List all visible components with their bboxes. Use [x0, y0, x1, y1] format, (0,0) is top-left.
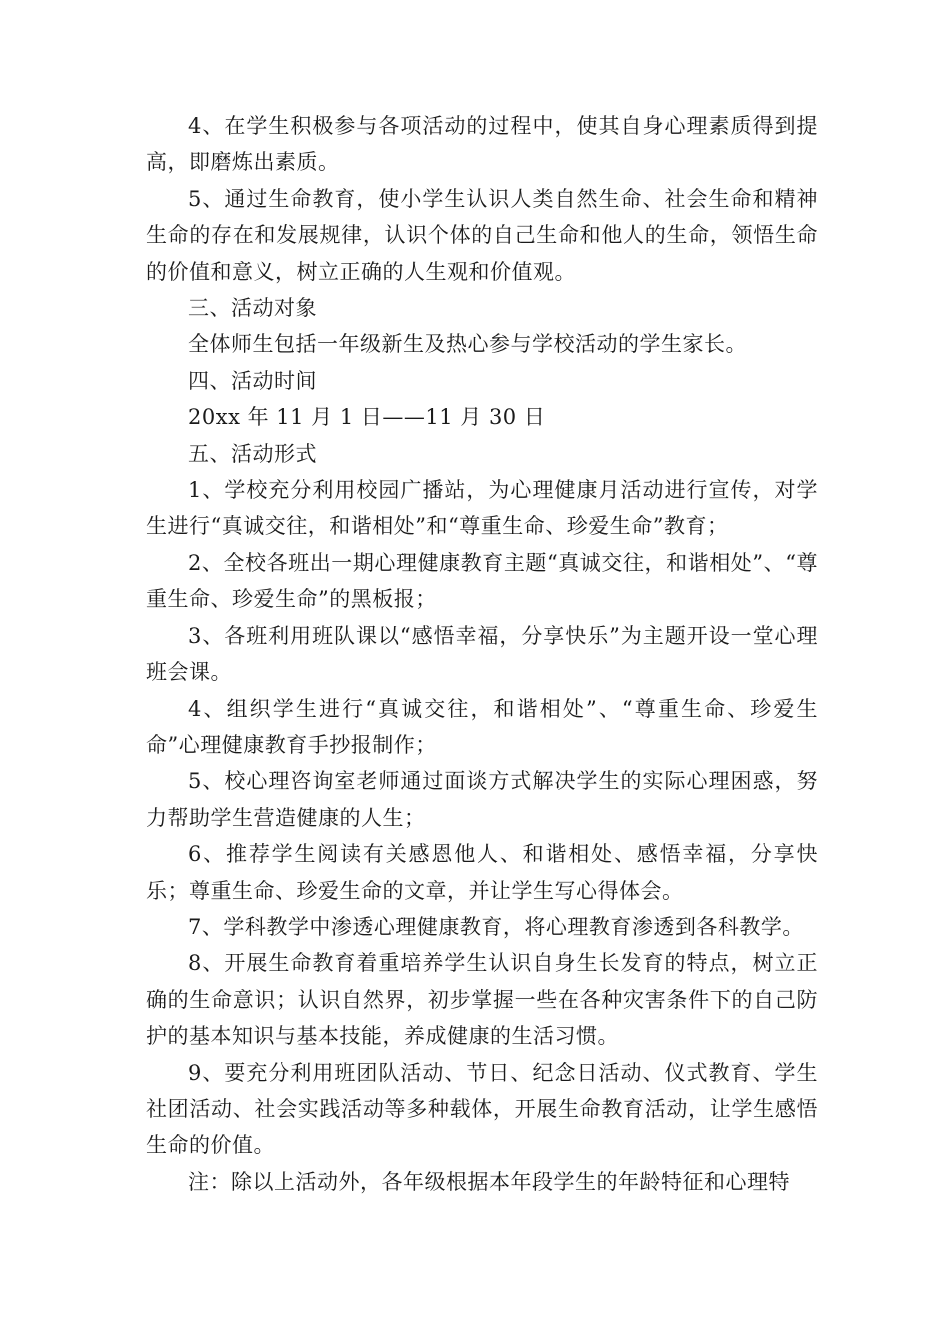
paragraph-form-7: 7、学科教学中渗透心理健康教育，将心理教育渗透到各科教学。: [188, 914, 804, 939]
paragraph-form-9: 9、要充分利用班团队活动、节日、纪念日活动、仪式教育、学生社团活动、社会实践活动等多种载体，开展生命教育活动，让学生感悟生命的价值。: [146, 1060, 818, 1158]
paragraph-form-6: 6、推荐学生阅读有关感恩他人、和谐相处、感悟幸福，分享快乐；尊重生命、珍爱生命的文章，并让学生写心得体会。: [146, 842, 818, 903]
heading-activity-target: 三、活动对象: [188, 296, 317, 321]
paragraph-objective-5: 5、通过生命教育，使小学生认识人类自然生命、社会生命和精神生命的存在和发展规律，认识个体的自己生命和他人的生命，领悟生命的价值和意义，树立正确的人生观和价值观。: [146, 186, 818, 284]
paragraph-form-8: 8、开展生命教育着重培养学生认识自身生长发育的特点，树立正确的生命意识；认识自然界，初步掌握一些在各种灾害条件下的自己防护的基本知识与基本技能，养成健康的生活习惯。: [146, 951, 818, 1049]
paragraph-form-5: 5、校心理咨询室老师通过面谈方式解决学生的实际心理困惑，努力帮助学生营造健康的人生；: [146, 769, 818, 830]
document-page: [146, 108, 818, 1200]
paragraph-form-3: 3、各班利用班队课以“感悟幸福，分享快乐”为主题开设一堂心理班会课。: [146, 623, 818, 685]
paragraph-form-1: 1、学校充分利用校园广播站，为心理健康月活动进行宣传，对学生进行“真诚交往，和谐相处”和“尊重生命、珍爱生命”教育；: [146, 478, 818, 539]
paragraph-activity-time: 20xx 年 11 月 1 日——11 月 30 日: [188, 405, 546, 430]
paragraph-form-4: 4、组织学生进行“真诚交往，和谐相处”、“尊重生命、珍爱生命”心理健康教育手抄报制作；: [146, 696, 818, 757]
paragraph-activity-target: 全体师生包括一年级新生及热心参与学校活动的学生家长。: [188, 332, 747, 357]
heading-activity-form: 五、活动形式: [188, 441, 317, 466]
heading-activity-time: 四、活动时间: [188, 368, 317, 393]
paragraph-note: 注：除以上活动外，各年级根据本年段学生的年龄特征和心理特: [188, 1169, 790, 1194]
paragraph-objective-4: 4、在学生积极参与各项活动的过程中，使其自身心理素质得到提高，即磨炼出素质。: [146, 114, 818, 175]
paragraph-form-2: 2、全校各班出一期心理健康教育主题“真诚交往，和谐相处”、“尊重生命、珍爱生命”的黑板报；: [146, 550, 818, 612]
